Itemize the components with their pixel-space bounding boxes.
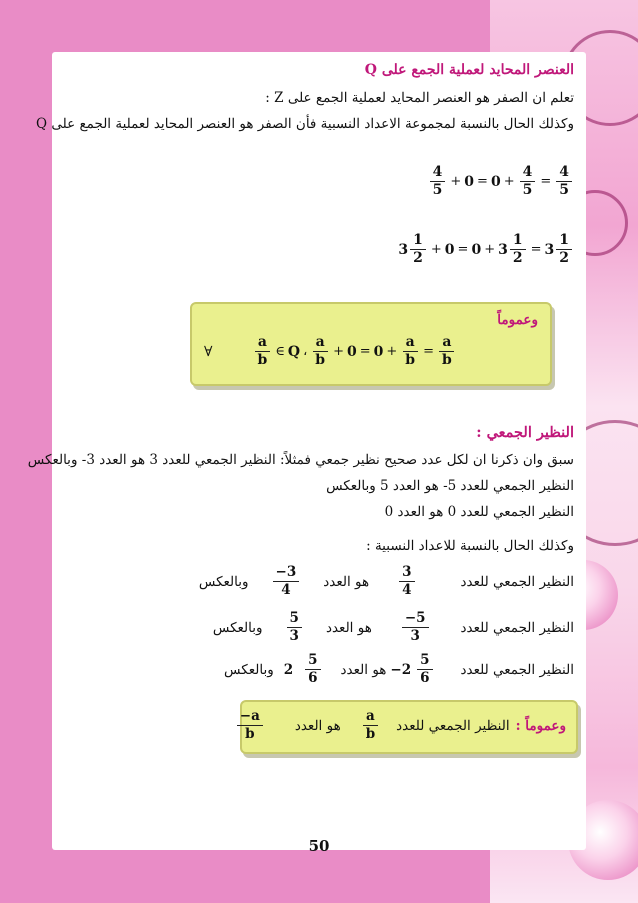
fraction: $\frac{a}{b}$: [363, 708, 378, 743]
fraction: $\frac{5}{6}$: [305, 652, 320, 687]
intro-line-1: تعلم ان الصفر هو العنصر المحايد لعملية الجمع على Z :: [265, 90, 574, 106]
section-title: العنصر المحايد لعملية الجمع على Q: [364, 62, 574, 78]
fraction: $\frac{-a}{b}$: [237, 708, 263, 743]
inverse-row-3: النظير الجمعي للعدد $\frac{5}{6}$ 2− هو العدد $\frac{5}{6}$ 2 وبالعكس: [224, 652, 574, 686]
rational-intro: وكذلك الحال بالنسبة للاعداد النسبية :: [366, 538, 574, 554]
page-content: [27, 52, 586, 855]
inverse-row-1: النظير الجمعي للعدد $\frac{3}{4}$ هو العدد $\frac{-3}{4}$ وبالعكس: [198, 564, 574, 598]
fraction: $\frac{5}{3}$: [287, 610, 302, 645]
fraction: $\frac{a}{b}$: [254, 334, 270, 369]
paragraph-line-1: سبق وان ذكرنا ان لكل عدد صحيح نظير جمعي فمثلاً: النظير الجمعي للعدد 3 هو العدد 3- وبالعكس: [27, 452, 574, 468]
intro-line-2: وكذلك الحال بالنسبة لمجموعة الاعداد النسبية فأن الصفر هو العنصر المحايد لعملية الجمع على Q: [36, 116, 574, 132]
fraction: $\frac{a}{b}$: [402, 334, 418, 369]
fraction: $\frac{1}{2}$: [556, 232, 572, 267]
general-rule-box-2: [240, 700, 578, 754]
page-number: 50: [308, 837, 330, 855]
fraction: $\frac{5}{6}$: [417, 652, 432, 687]
fraction: $\frac{a}{b}$: [439, 334, 455, 369]
general-rule-box-1: [190, 302, 552, 386]
fraction: $\frac{4}{5}$: [556, 164, 572, 199]
general-label: وعموماً: [497, 312, 538, 328]
paragraph-line-2: النظير الجمعي للعدد 5- هو العدد 5 وبالعكس: [326, 478, 574, 494]
inverse-row-2: النظير الجمعي للعدد $\frac{-5}{3}$ هو العدد $\frac{5}{3}$ وبالعكس: [212, 610, 574, 644]
fraction: $\frac{a}{b}$: [312, 334, 328, 369]
paragraph-line-3: النظير الجمعي للعدد 0 هو العدد 0: [384, 504, 574, 520]
fraction: $\frac{4}{5}$: [430, 164, 446, 199]
section-heading-additive-inverse: النظير الجمعي :: [476, 424, 574, 441]
equation-2: 3 $\frac{1}{2}$ + 0 = 0 + 3 $\frac{1}{2}$ = 3 $\frac{1}{2}$: [398, 232, 574, 267]
fraction: $\frac{1}{2}$: [410, 232, 426, 267]
general-rule-2: وعموماً : النظير الجمعي للعدد $\frac{a}{b}$ هو العدد $\frac{-a}{b}$: [235, 708, 566, 743]
fraction: $\frac{-5}{3}$: [402, 610, 429, 645]
equation-1: $\frac{4}{5}$ + 0 = 0 + $\frac{4}{5}$ = $\frac{4}{5}$: [428, 164, 574, 199]
fraction: $\frac{4}{5}$: [520, 164, 536, 199]
fraction: $\frac{1}{2}$: [510, 232, 526, 267]
fraction: $\frac{-3}{4}$: [273, 564, 300, 599]
fraction: $\frac{3}{4}$: [399, 564, 414, 599]
general-equation-1: ∀ $\frac{a}{b}$ ∈ Q ، $\frac{a}{b}$ + 0 = 0 + $\frac{a}{b}$ = $\frac{a}{b}$: [204, 334, 457, 369]
